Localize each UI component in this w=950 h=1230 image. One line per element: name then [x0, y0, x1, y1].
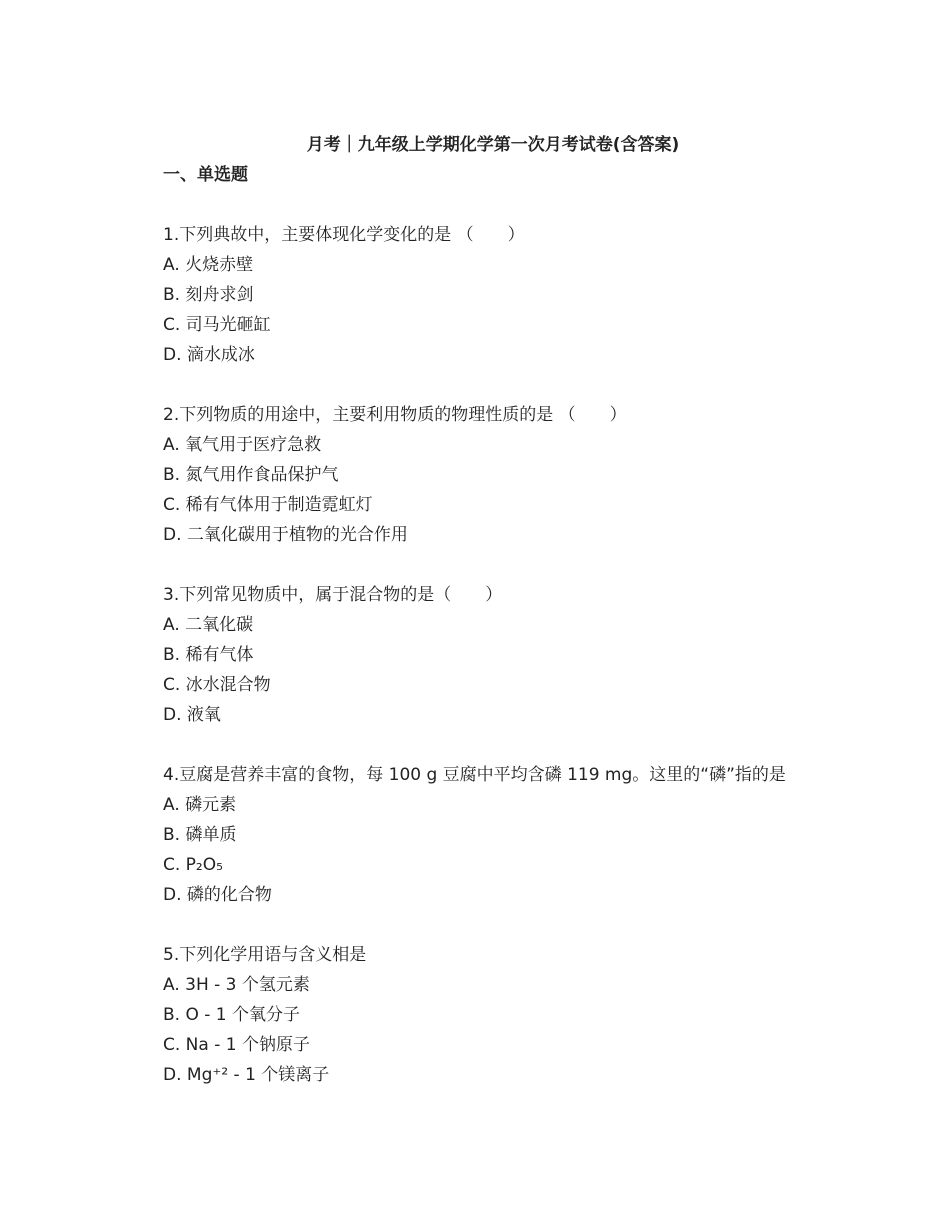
document-title: 月考｜九年级上学期化学第一次月考试卷(含答案) — [306, 135, 680, 155]
question-stem: 2.下列物质的用途中，主要利用物质的物理性质的是 （ ） — [163, 405, 627, 425]
option-b: B. 氮气用作食品保护气 — [163, 465, 339, 485]
option-b: B. 稀有气体 — [163, 645, 254, 665]
option-a: A. 火烧赤壁 — [163, 255, 254, 275]
option-c: C. 司马光砸缸 — [163, 315, 271, 335]
option-c: C. 冰水混合物 — [163, 675, 271, 695]
option-d: D. 滴水成冰 — [163, 345, 255, 365]
question-stem: 3.下列常见物质中，属于混合物的是（ ） — [163, 585, 503, 605]
option-a: A. 3H - 3 个氢元素 — [163, 975, 310, 995]
exam-page — [163, 130, 793, 1120]
question-1 — [163, 220, 793, 370]
option-a: A. 磷元素 — [163, 795, 237, 815]
option-c: C. Na - 1 个钠原子 — [163, 1035, 310, 1055]
question-5 — [163, 940, 793, 1090]
section-title: 一、单选题 — [163, 165, 248, 185]
question-stem: 4.豆腐是营养丰富的食物，每 100 g 豆腐中平均含磷 119 mg。这里的“磷”指的是 — [163, 765, 786, 785]
option-c: C. 稀有气体用于制造霓虹灯 — [163, 495, 373, 515]
option-d: D. 液氧 — [163, 705, 221, 725]
option-d: D. 磷的化合物 — [163, 885, 272, 905]
option-b: B. 刻舟求剑 — [163, 285, 254, 305]
question-3 — [163, 580, 793, 730]
option-c: C. P₂O₅ — [163, 855, 223, 875]
question-stem: 1.下列典故中，主要体现化学变化的是 （ ） — [163, 225, 525, 245]
option-b: B. 磷单质 — [163, 825, 237, 845]
question-4 — [163, 760, 793, 910]
option-d: D. Mg⁺² - 1 个镁离子 — [163, 1065, 330, 1085]
option-a: A. 二氧化碳 — [163, 615, 254, 635]
question-stem: 5.下列化学用语与含义相是 — [163, 945, 367, 965]
option-a: A. 氧气用于医疗急救 — [163, 435, 322, 455]
option-d: D. 二氧化碳用于植物的光合作用 — [163, 525, 408, 545]
question-2 — [163, 400, 793, 550]
option-b: B. O - 1 个氧分子 — [163, 1005, 301, 1025]
